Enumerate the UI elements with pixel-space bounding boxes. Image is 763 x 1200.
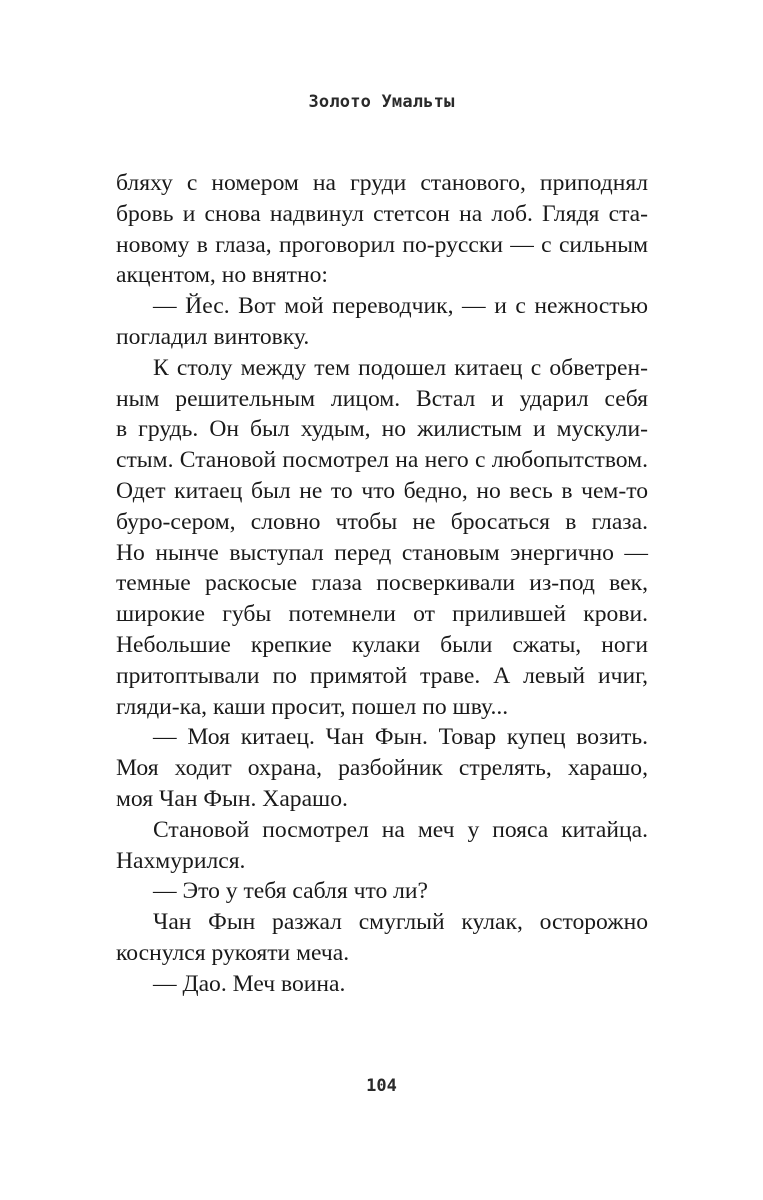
text-line: Одет китаец был не то что бедно, но весь в чем-то	[116, 477, 648, 504]
body-text	[116, 168, 648, 1000]
text-line: гляди-ка, каши просит, пошел по шву...	[116, 693, 509, 720]
text-line: бляху с номером на груди станового, приподнял	[116, 170, 648, 196]
text-line: буро-сером, словно чтобы не бросаться в глаза.	[116, 508, 648, 535]
text-line: Чан Фын разжал смуглый кулак, осторожно	[153, 909, 648, 936]
text-line: коснулся рукояти меча.	[116, 939, 350, 966]
text-line: широкие губы потемнели от прилившей крови.	[116, 601, 648, 628]
text-line: моя Чан Фын. Харашо.	[116, 785, 348, 812]
text-line: — Это у тебя сабля что ли?	[153, 878, 429, 905]
text-line: погладил винтовку.	[116, 323, 310, 350]
text-line: Моя ходит охрана, разбойник стрелять, харашо,	[116, 755, 648, 782]
text-line: новому в глаза, проговорил по-русски — с сильным	[116, 231, 648, 258]
text-line: стым. Становой посмотрел на него с любопытством.	[116, 447, 648, 474]
running-head-title: Золото Умальты	[308, 92, 455, 112]
text-line: Нахмурился.	[116, 847, 246, 874]
page-number: 104	[366, 1076, 397, 1096]
text-line: Небольшие крепкие кулаки были сжаты, ноги	[116, 631, 648, 658]
text-line: К столу между тем подошел китаец с обветрен-	[153, 354, 648, 381]
text-line: — Йес. Вот мой переводчик, — и с нежностью	[153, 293, 648, 320]
text-line: Но нынче выступал перед становым энергично —	[116, 539, 648, 566]
text-line: — Дао. Меч воина.	[153, 970, 346, 997]
text-line: акцентом, но внятно:	[116, 262, 328, 289]
text-line: ным решительным лицом. Встал и ударил себя	[116, 385, 648, 412]
text-line: притоптывали по примятой траве. А левый ичиг,	[116, 662, 648, 689]
text-line: бровь и снова надвинул стетсон на лоб. Глядя ста-	[116, 200, 648, 227]
text-line: в грудь. Он был худым, но жилистым и мускули-	[116, 416, 648, 443]
text-line: — Моя китаец. Чан Фын. Товар купец возить.	[153, 724, 648, 751]
text-line: темные раскосые глаза посверкивали из-под век,	[116, 570, 648, 597]
text-line: Становой посмотрел на меч у пояса китайца.	[153, 816, 648, 843]
